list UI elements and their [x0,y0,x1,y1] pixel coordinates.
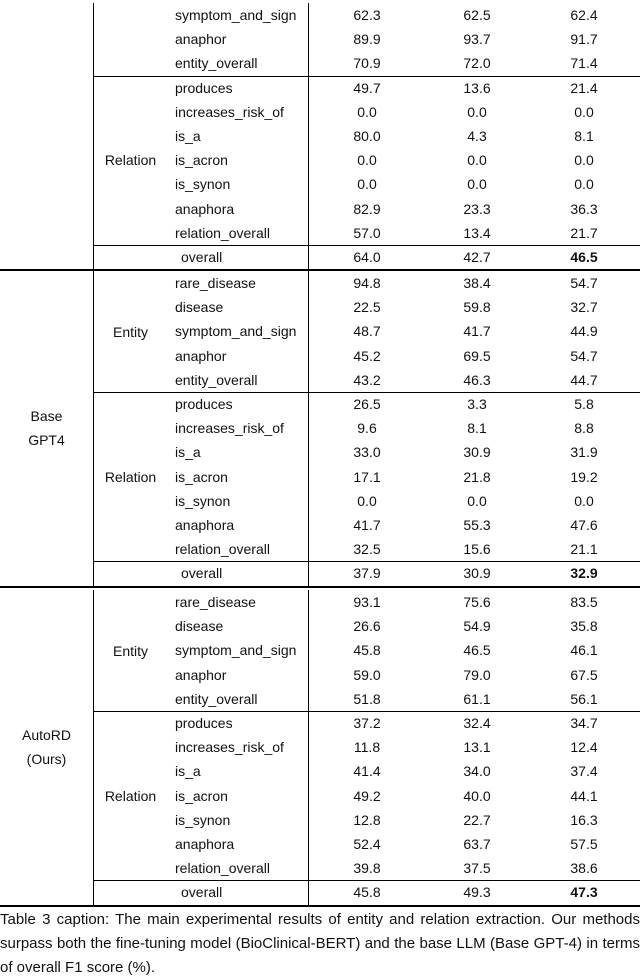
metric-cell: anaphora [175,517,235,533]
metric-cell: is_acron [175,787,228,804]
metric-cell: increases_risk_of [175,420,284,437]
recall-cell: 23.3 [463,200,491,217]
metric-cell: overall [181,565,223,582]
metric-cell: entity_overall [175,690,258,707]
metric-cell: is_acron [175,152,228,169]
precision-cell: 49.7 [353,79,381,96]
metric-cell: increases_risk_of [175,103,284,120]
precision-cell: 0.0 [357,152,377,169]
recall-cell: 42.7 [463,249,491,265]
precision-cell: 89.9 [353,31,381,48]
recall-cell: 54.9 [463,618,491,635]
recall-cell: 63.7 [463,836,491,852]
metric-cell: overall [181,884,223,901]
f1-cell: 19.2 [570,468,598,485]
metric-cell: entity_overall [175,55,258,72]
f1-cell: 54.7 [570,347,598,364]
f1-cell: 0.0 [574,103,594,120]
precision-cell: 32.5 [353,541,381,558]
precision-cell: 41.7 [353,517,381,533]
recall-cell: 32.4 [463,715,491,731]
precision-cell: 62.3 [353,7,381,23]
recall-cell: 46.5 [463,642,491,659]
f1-cell: 31.9 [570,444,598,461]
f1-cell: 83.5 [570,594,598,610]
f1-cell: 0.0 [574,152,594,169]
precision-cell: 48.7 [353,323,381,340]
metric-cell: is_synon [175,492,231,509]
model-label: AutoRD [21,727,72,744]
metric-cell: anaphor [175,31,227,48]
metric-cell: anaphor [175,666,227,683]
recall-cell: 37.5 [463,860,491,877]
precision-cell: 0.0 [357,103,377,120]
f1-cell: 46.5 [570,249,598,265]
metric-cell: relation_overall [175,541,270,558]
precision-cell: 57.0 [353,224,381,241]
precision-cell: 37.2 [353,715,381,731]
metric-cell: is_synon [175,811,231,828]
group-label: Relation [104,787,157,804]
recall-cell: 75.6 [463,594,491,610]
metric-cell: is_acron [175,468,228,485]
recall-cell: 46.3 [463,371,491,388]
model-label: GPT4 [28,432,65,449]
f1-cell: 8.1 [574,128,594,144]
f1-cell: 5.8 [574,396,594,412]
metric-cell: overall [181,249,223,265]
recall-cell: 61.1 [463,690,491,707]
section-divider [0,586,640,588]
recall-cell: 59.8 [463,299,491,316]
precision-cell: 9.6 [357,420,377,437]
recall-cell: 93.7 [463,31,491,48]
precision-cell: 64.0 [353,249,381,265]
metric-cell: anaphora [175,200,235,217]
f1-cell: 12.4 [570,739,598,756]
precision-cell: 33.0 [353,444,381,461]
f1-cell: 32.7 [570,299,598,316]
precision-cell: 43.2 [353,371,381,388]
metric-column-border [308,590,309,905]
f1-cell: 34.7 [570,715,598,731]
recall-cell: 15.6 [463,541,491,558]
group-column-border [93,3,94,269]
metric-cell: increases_risk_of [175,739,284,756]
metric-cell: produces [175,396,233,412]
model-label: Base [30,408,63,425]
precision-cell: 45.8 [353,642,381,659]
f1-cell: 0.0 [574,176,594,193]
metric-cell: is_a [175,128,201,144]
group-label: Entity [112,642,148,659]
f1-cell: 21.7 [570,224,598,241]
group-column-border [93,271,94,586]
recall-cell: 8.1 [467,420,487,437]
precision-cell: 41.4 [353,763,381,780]
f1-cell: 57.5 [570,836,598,852]
metric-cell: produces [175,715,233,731]
precision-cell: 17.1 [353,468,381,485]
precision-cell: 45.2 [353,347,381,364]
recall-cell: 0.0 [467,152,487,169]
metric-column-border [308,3,309,269]
metric-cell: symptom_and_sign [175,642,297,659]
recall-cell: 79.0 [463,666,491,683]
recall-cell: 30.9 [463,565,491,582]
f1-cell: 47.6 [570,517,598,533]
precision-cell: 0.0 [357,176,377,193]
metric-cell: anaphor [175,347,227,364]
precision-cell: 52.4 [353,836,381,852]
group-label: Relation [104,468,157,485]
precision-cell: 39.8 [353,860,381,877]
precision-cell: 70.9 [353,55,381,72]
f1-cell: 44.7 [570,371,598,388]
section-divider [0,905,640,907]
recall-cell: 30.9 [463,444,491,461]
recall-cell: 62.5 [463,7,491,23]
f1-cell: 47.3 [570,884,598,901]
precision-cell: 37.9 [353,565,381,582]
precision-cell: 22.5 [353,299,381,316]
f1-cell: 8.8 [574,420,594,437]
recall-cell: 13.4 [463,224,491,241]
recall-cell: 41.7 [463,323,491,340]
metric-cell: symptom_and_sign [175,323,297,340]
metric-cell: disease [175,299,224,316]
recall-cell: 13.6 [463,79,491,96]
recall-cell: 13.1 [463,739,491,756]
precision-cell: 11.8 [353,739,381,756]
f1-cell: 54.7 [570,275,598,291]
metric-cell: anaphora [175,836,235,852]
precision-cell: 45.8 [353,884,381,901]
recall-cell: 3.3 [467,396,487,412]
metric-cell: rare_disease [175,594,256,610]
model-label: (Ours) [26,751,67,768]
metric-cell: is_a [175,763,201,780]
f1-cell: 36.3 [570,200,598,217]
f1-cell: 0.0 [574,492,594,509]
f1-cell: 16.3 [570,811,598,828]
metric-cell: relation_overall [175,224,270,241]
recall-cell: 38.4 [463,275,491,291]
recall-cell: 4.3 [467,128,487,144]
f1-cell: 62.4 [570,7,598,23]
precision-cell: 51.8 [353,690,381,707]
recall-cell: 49.3 [463,884,491,901]
group-label: Relation [104,152,157,169]
metric-cell: symptom_and_sign [175,7,297,23]
metric-cell: is_a [175,444,201,461]
recall-cell: 0.0 [467,176,487,193]
f1-cell: 44.9 [570,323,598,340]
precision-cell: 49.2 [353,787,381,804]
metric-cell: is_synon [175,176,231,193]
metric-cell: relation_overall [175,860,270,877]
metric-cell: disease [175,618,224,635]
precision-cell: 82.9 [353,200,381,217]
recall-cell: 21.8 [463,468,491,485]
recall-cell: 34.0 [463,763,491,780]
f1-cell: 38.6 [570,860,598,877]
f1-cell: 37.4 [570,763,598,780]
f1-cell: 91.7 [570,31,598,48]
recall-cell: 22.7 [463,811,491,828]
table-caption: Table 3 caption: The main experimental results of entity and relation extraction. Our methods surpass both the fine-tuning model (BioClinical-BERT) and the base LLM (Base GPT-4) in terms of overall F1 score (%). [0,911,640,976]
precision-cell: 94.8 [353,275,381,291]
f1-cell: 21.1 [570,541,598,558]
recall-cell: 72.0 [463,55,491,72]
group-column-border [93,590,94,905]
f1-cell: 21.4 [570,79,598,96]
precision-cell: 0.0 [357,492,377,509]
f1-cell: 35.8 [570,618,598,635]
f1-cell: 71.4 [570,55,598,72]
group-label: Entity [112,323,148,340]
recall-cell: 0.0 [467,103,487,120]
recall-cell: 0.0 [467,492,487,509]
precision-cell: 12.8 [353,811,381,828]
metric-column-border [308,271,309,586]
f1-cell: 32.9 [570,565,598,582]
f1-cell: 56.1 [570,690,598,707]
precision-cell: 26.6 [353,618,381,635]
recall-cell: 69.5 [463,347,491,364]
f1-cell: 46.1 [570,642,598,659]
precision-cell: 59.0 [353,666,381,683]
precision-cell: 80.0 [353,128,381,144]
f1-cell: 44.1 [570,787,598,804]
f1-cell: 67.5 [570,666,598,683]
recall-cell: 40.0 [463,787,491,804]
precision-cell: 26.5 [353,396,381,412]
metric-cell: rare_disease [175,275,256,291]
metric-cell: produces [175,79,233,96]
recall-cell: 55.3 [463,517,491,533]
precision-cell: 93.1 [353,594,381,610]
metric-cell: entity_overall [175,371,258,388]
